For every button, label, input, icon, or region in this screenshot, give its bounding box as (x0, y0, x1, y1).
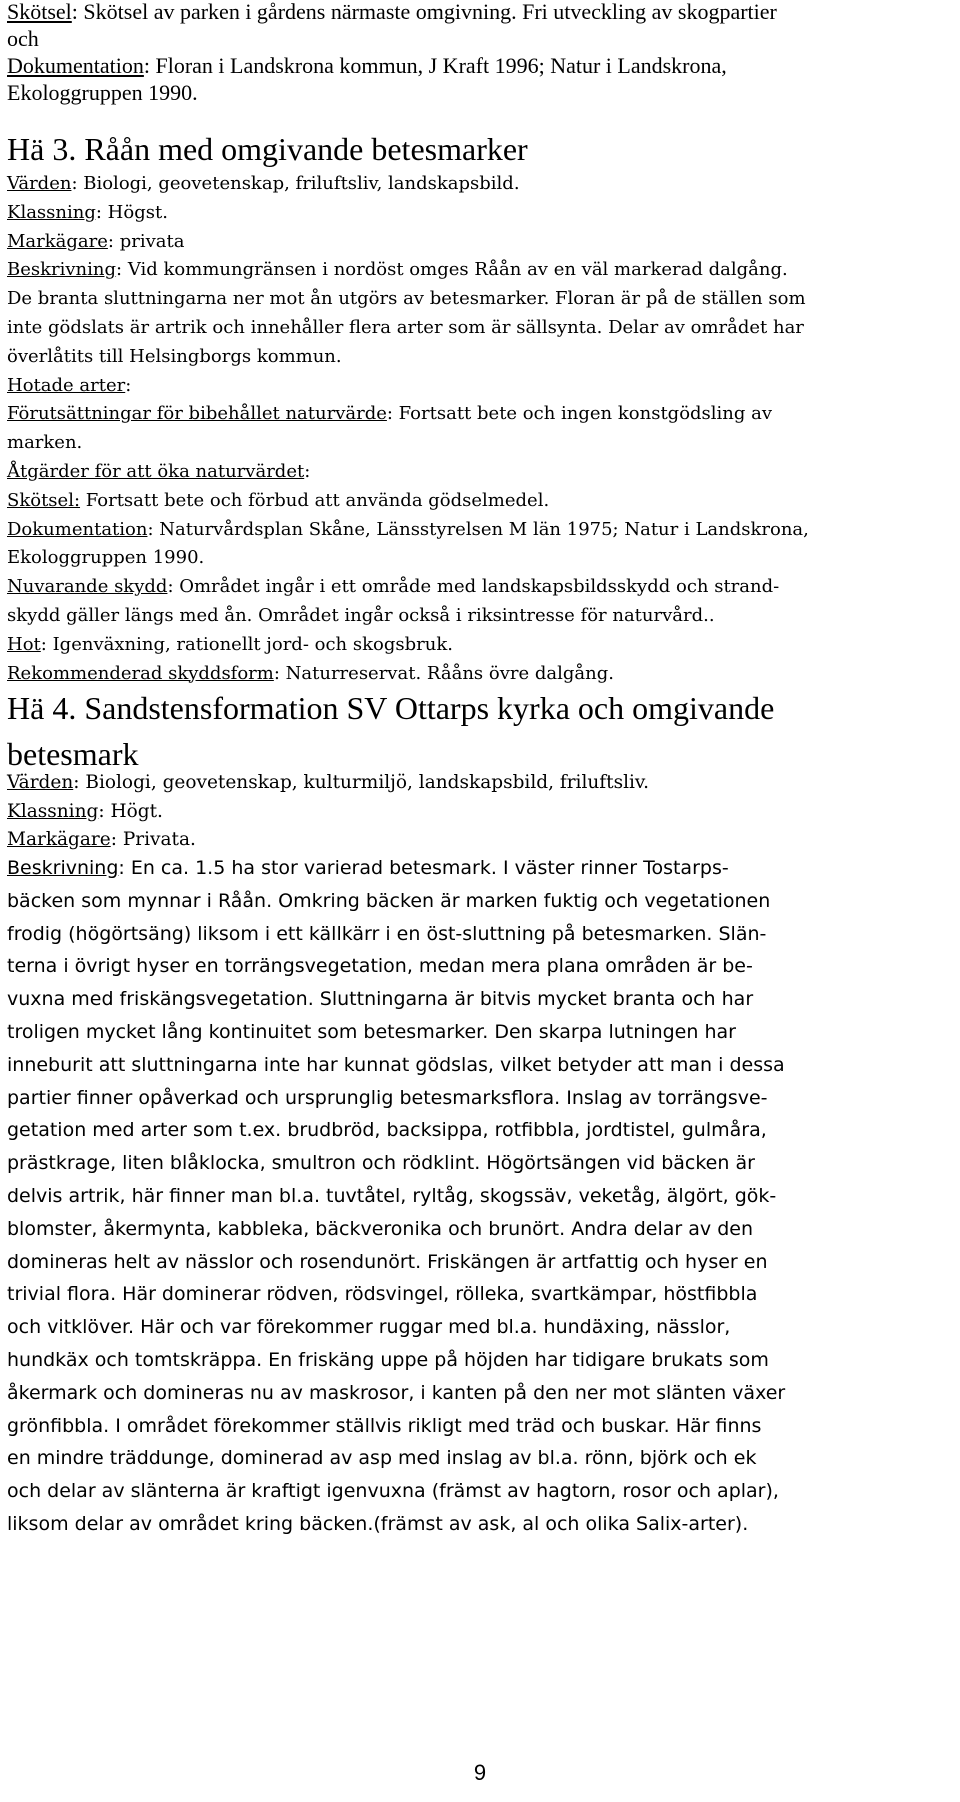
skotsel-line: Skötsel: Skötsel av parken i gårdens närmaste omgivning. Fri utveckling av skogpartier (7, 0, 777, 24)
text-line: vuxna med friskängsvegetation. Sluttningarna är bitvis mycket branta och har (7, 988, 754, 1011)
nuvarande-skydd-label: Nuvarande skydd (7, 576, 168, 598)
text-line: troligen mycket lång kontinuitet som betesmarker. Den skarpa lutningen har (7, 1020, 736, 1043)
intro-block (7, 0, 957, 106)
text-line: partier finner opåverkad och ursprunglig betesmarksflora. Inslag av torrängsve- (7, 1086, 768, 1109)
text-line: bäcken som mynnar i Råån. Omkring bäcken är marken fuktig och vegetationen (7, 889, 771, 912)
ha4-description (7, 852, 957, 1541)
text-line: Ekologgruppen 1990. (7, 80, 198, 105)
text-line: och (7, 26, 39, 51)
atgarder-label: Åtgärder för att öka naturvärdet (7, 460, 305, 482)
text-line: De branta sluttningarna ner mot ån utgörs av betesmarker. Floran är på de ställen som (7, 288, 806, 310)
ha3-body: Värden: Biologi, geovetenskap, friluftsliv, landskapsbild. Klassning: Högst. Markägare: privata Beskrivning: Vid kommungränsen i nordöst omges Råån av en väl markerad dalgång. De branta sluttningarna ner mot ån utgörs av betesmarker. Floran är på de ställen som inte gödslats är artrik och innehåller flera arter som är sällsynta. Delar av området har överlåtits till Helsingborgs kommun. Hotade arter: Förutsättningar för bibehållet naturvärde: Fortsatt bete och ingen konstgödsling av marken. Åtgärder för att öka naturvärdet: Skötsel: Fortsatt bete och förbud att använda gödselmedel. Dokumentation: Naturvårdsplan Skåne, Länsstyrelsen M län 1975; Natur i Landskrona, Ekologgruppen 1990. Nuvarande skydd: Området ingår i ett område med landskapsbildsskydd och strand- skydd gäller längs med ån. Området ingår också i riksintresse för naturvård.. Hot: Igenväxning, rationellt jord- och skogsbruk. Rekommenderad skyddsform: Naturreservat. Rååns övre dalgång. (7, 170, 957, 688)
text-line: inneburit att sluttningarna inte har kunnat gödslas, vilket betyder att man i dessa (7, 1053, 785, 1076)
page-number: 9 (473, 1760, 487, 1785)
dokumentation-line: Dokumentation: Floran i Landskrona kommun, J Kraft 1996; Natur i Landskrona, (7, 53, 727, 78)
text-line: och vitklöver. Här och var förekommer ruggar med bl.a. hundäxing, nässlor, (7, 1316, 731, 1339)
text-line: terna i övrigt hyser en torrängsvegetation, medan mera plana områden är be- (7, 955, 753, 978)
skotsel-label: Skötsel: (7, 489, 81, 511)
forutsattningar-label: Förutsättningar för bibehållet naturvärde (7, 403, 387, 425)
section-heading-ha4 (7, 685, 957, 777)
heading-line: betesmark (7, 736, 139, 772)
text-line: frodig (högörtsäng) liksom i ett källkärr i en öst-sluttning på betesmarken. Slän- (7, 922, 767, 945)
dokumentation-label: Dokumentation (7, 53, 144, 78)
dokumentation-label: Dokumentation (7, 518, 148, 540)
klassning-label: Klassning (7, 800, 99, 822)
beskrivning-label: Beskrivning (7, 857, 119, 879)
markagare-label: Markägare (7, 230, 108, 252)
text-line: grönfibbla. I området förekommer ställvis rikligt med träd och buskar. Här finns (7, 1414, 762, 1437)
markagare-label: Markägare (7, 829, 111, 850)
text-line: getation med arter som t.ex. brudbröd, backsippa, rotfibbla, jordtistel, gulmåra, (7, 1119, 767, 1142)
text-line: hundkäx och tomtskräppa. En friskäng uppe på höjden har tidigare brukats som (7, 1348, 769, 1371)
section-heading-ha3: Hä 3. Råån med omgivande betesmarker (7, 131, 528, 167)
text-line: liksom delar av området kring bäcken.(främst av ask, al och olika Salix-arter). (7, 1512, 749, 1535)
text-line: delvis artrik, här finner man bl.a. tuvtåtel, ryltåg, skogssäv, veketåg, älgört, gök- (7, 1184, 777, 1207)
text-line: skydd gäller längs med ån. Området ingår också i riksintresse för naturvård.. (7, 604, 715, 626)
klassning-label: Klassning (7, 201, 96, 223)
text-line: Ekologgruppen 1990. (7, 547, 205, 569)
varden-label: Värden (7, 772, 74, 793)
varden-label: Värden (7, 173, 72, 194)
text-line: trivial flora. Här dominerar rödven, rödsvingel, rölleka, svartkämpar, höstfibbla (7, 1283, 758, 1306)
text-line: marken. (7, 432, 83, 454)
rekommenderad-skyddsform-label: Rekommenderad skyddsform (7, 662, 274, 684)
heading-line: Hä 4. Sandstensformation SV Ottarps kyrka och omgivande (7, 690, 775, 726)
text-line: Beskrivning: En ca. 1.5 ha stor varierad betesmark. I väster rinner Tostarps- (7, 857, 729, 879)
text-line: en mindre träddunge, dominerad av asp med inslag av bl.a. rönn, björk och ek (7, 1447, 757, 1470)
text-line: åkermark och domineras nu av maskrosor, i kanten på den ner mot slänten växer (7, 1381, 786, 1404)
hotade-arter-label: Hotade arter (7, 374, 126, 396)
hot-label: Hot (7, 633, 41, 655)
text-line: blomster, åkermynta, kabbleka, bäckveronika och brunört. Andra delar av den (7, 1217, 753, 1240)
ha4-fields: Värden: Biologi, geovetenskap, kulturmiljö, landskapsbild, friluftsliv. Klassning: Högt. Markägare: Privata. (7, 772, 650, 850)
skotsel-label: Skötsel (7, 0, 72, 24)
text-line: inte gödslats är artrik och innehåller flera arter som är sällsynta. Delar av området har (7, 316, 804, 338)
text-line: överlåtits till Helsingborgs kommun. (7, 345, 342, 367)
text-line: och delar av slänterna är kraftigt igenvuxna (främst av hagtorn, rosor och aplar), (7, 1480, 779, 1503)
text-line: prästkrage, liten blåklocka, smultron och rödklint. Högörtsängen vid bäcken är (7, 1152, 755, 1175)
beskrivning-label: Beskrivning (7, 259, 117, 281)
text-line: domineras helt av nässlor och rosendunört. Friskängen är artfattig och hyser en (7, 1250, 768, 1273)
